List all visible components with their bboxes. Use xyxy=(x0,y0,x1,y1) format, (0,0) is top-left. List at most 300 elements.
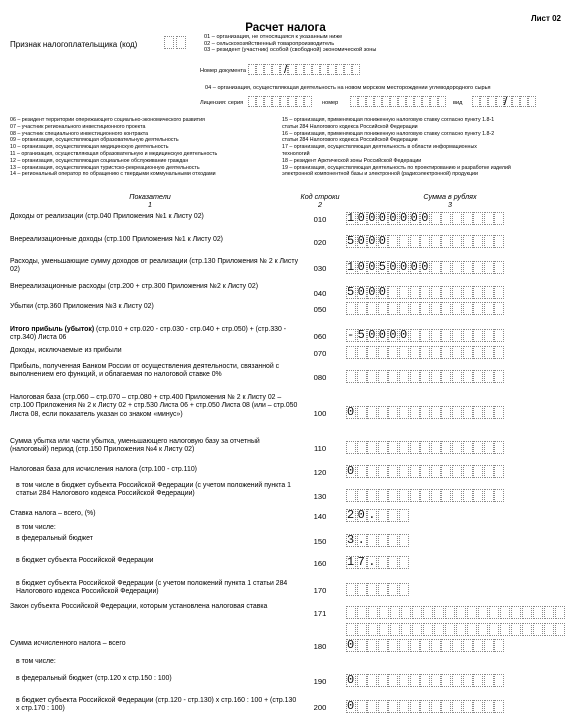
input-cell[interactable] xyxy=(445,606,455,619)
input-cell[interactable] xyxy=(357,606,367,619)
input-cell[interactable] xyxy=(463,489,473,502)
input-cell[interactable] xyxy=(378,406,388,419)
input-cell[interactable] xyxy=(350,96,358,107)
input-cell[interactable] xyxy=(357,489,367,502)
input-cell[interactable] xyxy=(484,302,494,315)
input-cell[interactable] xyxy=(272,64,280,75)
input-cell[interactable] xyxy=(368,606,378,619)
input-cell[interactable] xyxy=(473,212,483,225)
input-cell[interactable] xyxy=(420,465,430,478)
input-cell[interactable] xyxy=(328,64,336,75)
input-cell[interactable] xyxy=(256,64,264,75)
input-cell[interactable] xyxy=(452,406,462,419)
input-cell[interactable] xyxy=(378,441,388,454)
input-cell[interactable] xyxy=(378,700,388,713)
input-cell[interactable] xyxy=(520,96,528,107)
input-cell[interactable] xyxy=(452,441,462,454)
input-cell[interactable] xyxy=(378,346,388,359)
input-cell[interactable] xyxy=(357,302,367,315)
input-cell[interactable] xyxy=(431,674,441,687)
row-label-text: Ставка налога – всего, (%) xyxy=(10,510,96,517)
input-cell[interactable] xyxy=(410,329,420,342)
input-cell[interactable] xyxy=(500,623,510,636)
input-cell[interactable] xyxy=(398,96,406,107)
input-cell[interactable] xyxy=(366,96,374,107)
input-cell[interactable] xyxy=(410,441,420,454)
input-cell[interactable] xyxy=(410,302,420,315)
input-cell[interactable] xyxy=(544,606,554,619)
input-cell[interactable] xyxy=(456,623,466,636)
input-cell[interactable] xyxy=(472,96,480,107)
input-cell[interactable] xyxy=(410,235,420,248)
input-cell[interactable] xyxy=(406,96,414,107)
input-cell[interactable] xyxy=(367,674,377,687)
input-cell[interactable] xyxy=(346,489,356,502)
input-cell[interactable] xyxy=(264,96,272,107)
input-cell[interactable] xyxy=(272,96,280,107)
doc-number-label: Номер документа xyxy=(200,68,247,74)
input-cell[interactable] xyxy=(344,64,352,75)
input-cell[interactable] xyxy=(388,235,398,248)
input-cell[interactable] xyxy=(357,623,367,636)
input-cell[interactable] xyxy=(420,329,430,342)
input-cell[interactable] xyxy=(367,700,377,713)
input-cell[interactable] xyxy=(473,441,483,454)
input-cell[interactable] xyxy=(489,606,499,619)
input-cell[interactable] xyxy=(410,286,420,299)
input-cell[interactable] xyxy=(533,606,543,619)
input-cell[interactable] xyxy=(438,96,446,107)
license-number-field[interactable] xyxy=(350,96,446,108)
input-cell[interactable] xyxy=(431,441,441,454)
input-cell[interactable] xyxy=(423,623,433,636)
input-cell[interactable] xyxy=(420,286,430,299)
input-cell[interactable] xyxy=(296,96,304,107)
input-cell[interactable] xyxy=(388,583,398,596)
input-cell[interactable] xyxy=(441,286,451,299)
input-cell[interactable] xyxy=(452,286,462,299)
input-cell[interactable] xyxy=(484,406,494,419)
input-cell[interactable] xyxy=(452,235,462,248)
input-cell[interactable] xyxy=(463,346,473,359)
input-cell[interactable] xyxy=(399,534,409,547)
row-label-text: Сумма исчисленного налога – всего xyxy=(10,640,126,647)
input-cell[interactable] xyxy=(378,302,388,315)
input-cell[interactable] xyxy=(357,700,367,713)
input-cell[interactable] xyxy=(522,623,532,636)
input-cell[interactable] xyxy=(431,700,441,713)
input-cell[interactable] xyxy=(410,639,420,652)
input-cell[interactable] xyxy=(399,441,409,454)
input-cell[interactable] xyxy=(463,441,473,454)
input-cell[interactable] xyxy=(431,639,441,652)
input-cell[interactable] xyxy=(357,441,367,454)
input-cell[interactable] xyxy=(441,674,451,687)
input-cell[interactable] xyxy=(494,489,504,502)
input-cell[interactable] xyxy=(368,623,378,636)
input-cell[interactable] xyxy=(288,96,296,107)
input-cell[interactable] xyxy=(473,261,483,274)
input-cell[interactable] xyxy=(467,606,477,619)
input-cell[interactable] xyxy=(463,261,473,274)
input-cell[interactable] xyxy=(473,465,483,478)
input-cell[interactable] xyxy=(431,406,441,419)
input-cell[interactable] xyxy=(399,406,409,419)
input-cell[interactable] xyxy=(473,700,483,713)
input-cell[interactable] xyxy=(288,64,296,75)
input-cell[interactable] xyxy=(320,64,328,75)
input-cell[interactable] xyxy=(484,235,494,248)
input-cell[interactable] xyxy=(378,465,388,478)
input-cell[interactable] xyxy=(420,639,430,652)
input-cell[interactable] xyxy=(390,96,398,107)
input-cell[interactable] xyxy=(420,674,430,687)
input-cell[interactable] xyxy=(452,261,462,274)
input-cell[interactable] xyxy=(434,623,444,636)
input-cell[interactable] xyxy=(388,302,398,315)
input-cell[interactable] xyxy=(248,64,256,75)
input-cell[interactable] xyxy=(388,465,398,478)
input-cell[interactable] xyxy=(494,212,504,225)
input-cell[interactable] xyxy=(388,346,398,359)
input-cell[interactable] xyxy=(441,700,451,713)
input-cell[interactable] xyxy=(555,606,565,619)
input-cell[interactable] xyxy=(399,235,409,248)
input-cell[interactable] xyxy=(441,639,451,652)
input-cell[interactable] xyxy=(420,302,430,315)
input-cell[interactable] xyxy=(445,623,455,636)
input-cell[interactable] xyxy=(431,346,441,359)
input-cell[interactable] xyxy=(304,64,312,75)
input-cell[interactable] xyxy=(494,700,504,713)
input-cell[interactable] xyxy=(367,489,377,502)
input-cell[interactable] xyxy=(522,606,532,619)
input-cell[interactable] xyxy=(484,674,494,687)
input-cell[interactable] xyxy=(473,302,483,315)
input-cell[interactable] xyxy=(494,370,504,383)
input-cell[interactable] xyxy=(374,96,382,107)
input-cell[interactable] xyxy=(434,606,444,619)
input-cell[interactable] xyxy=(533,623,543,636)
input-cell[interactable] xyxy=(399,489,409,502)
input-cell[interactable] xyxy=(248,96,256,107)
input-cell[interactable] xyxy=(399,674,409,687)
input-cell[interactable] xyxy=(484,639,494,652)
input-cell[interactable] xyxy=(378,489,388,502)
input-cell[interactable] xyxy=(473,370,483,383)
input-cell[interactable] xyxy=(346,302,356,315)
input-cell[interactable] xyxy=(420,406,430,419)
input-cell[interactable] xyxy=(336,64,344,75)
input-cell[interactable] xyxy=(441,406,451,419)
input-cell[interactable] xyxy=(390,606,400,619)
input-cell[interactable] xyxy=(473,235,483,248)
input-cell[interactable] xyxy=(484,212,494,225)
input-cell[interactable] xyxy=(388,700,398,713)
input-cell[interactable] xyxy=(399,583,409,596)
input-cell[interactable] xyxy=(357,674,367,687)
row-value: 5000 xyxy=(347,285,390,300)
input-cell[interactable] xyxy=(430,96,438,107)
input-cell[interactable] xyxy=(452,329,462,342)
input-cell[interactable] xyxy=(388,489,398,502)
input-cell[interactable] xyxy=(494,261,504,274)
input-cell[interactable] xyxy=(494,235,504,248)
input-cell[interactable] xyxy=(452,700,462,713)
input-cell[interactable] xyxy=(431,286,441,299)
input-cell[interactable] xyxy=(484,489,494,502)
row-code: 100 xyxy=(313,408,327,418)
input-cell[interactable] xyxy=(367,465,377,478)
input-cell[interactable] xyxy=(346,623,356,636)
input-cell[interactable] xyxy=(304,96,312,107)
input-cell[interactable] xyxy=(296,64,304,75)
input-cell[interactable] xyxy=(500,606,510,619)
input-cell[interactable] xyxy=(378,639,388,652)
input-cell[interactable] xyxy=(357,465,367,478)
input-cell[interactable] xyxy=(484,441,494,454)
input-cell[interactable] xyxy=(280,96,288,107)
input-cell[interactable] xyxy=(412,623,422,636)
doc-number-field[interactable] xyxy=(248,64,360,76)
input-cell[interactable] xyxy=(463,639,473,652)
input-cell[interactable] xyxy=(463,302,473,315)
code-item: 14 – региональный оператор по обращению с твердыми коммунальными отходами xyxy=(10,171,216,178)
input-cell[interactable] xyxy=(431,329,441,342)
input-cell[interactable] xyxy=(452,212,462,225)
input-cell[interactable] xyxy=(420,235,430,248)
input-cell[interactable] xyxy=(473,639,483,652)
input-cell[interactable] xyxy=(463,700,473,713)
input-cell[interactable] xyxy=(463,286,473,299)
input-cell[interactable] xyxy=(412,606,422,619)
input-cell[interactable] xyxy=(401,606,411,619)
input-cell[interactable] xyxy=(441,489,451,502)
input-cell[interactable] xyxy=(431,302,441,315)
input-cell[interactable] xyxy=(388,509,398,522)
input-cell[interactable] xyxy=(441,329,451,342)
input-cell[interactable] xyxy=(399,370,409,383)
input-cell[interactable] xyxy=(399,302,409,315)
input-cell[interactable] xyxy=(463,329,473,342)
input-cell[interactable] xyxy=(494,639,504,652)
input-cell[interactable] xyxy=(441,302,451,315)
input-cell[interactable] xyxy=(378,534,388,547)
input-cell[interactable] xyxy=(358,96,366,107)
input-cell[interactable] xyxy=(478,606,488,619)
input-cell[interactable] xyxy=(378,509,388,522)
input-cell[interactable] xyxy=(388,441,398,454)
input-cell[interactable] xyxy=(431,212,441,225)
input-cell[interactable] xyxy=(473,329,483,342)
input-cell[interactable] xyxy=(410,370,420,383)
input-cell[interactable] xyxy=(456,606,466,619)
input-cell[interactable] xyxy=(452,489,462,502)
input-cell[interactable] xyxy=(484,329,494,342)
input-cell[interactable] xyxy=(388,534,398,547)
input-cell[interactable] xyxy=(452,346,462,359)
input-cell[interactable] xyxy=(441,370,451,383)
input-cell[interactable] xyxy=(367,534,377,547)
input-cell[interactable] xyxy=(399,509,409,522)
taxpayer-sign-cell-2[interactable] xyxy=(176,36,186,49)
input-cell[interactable] xyxy=(494,346,504,359)
input-cell[interactable] xyxy=(452,674,462,687)
input-cell[interactable] xyxy=(399,700,409,713)
input-cell[interactable] xyxy=(256,96,264,107)
input-cell[interactable] xyxy=(414,96,422,107)
input-cell[interactable] xyxy=(484,370,494,383)
input-cell[interactable] xyxy=(484,346,494,359)
input-cell[interactable] xyxy=(357,346,367,359)
license-series-field[interactable] xyxy=(248,96,312,108)
input-cell[interactable] xyxy=(410,700,420,713)
input-cell[interactable] xyxy=(484,286,494,299)
input-cell[interactable] xyxy=(399,346,409,359)
input-cell[interactable] xyxy=(357,370,367,383)
input-cell[interactable] xyxy=(399,639,409,652)
input-cell[interactable] xyxy=(473,406,483,419)
input-cell[interactable] xyxy=(367,302,377,315)
input-cell[interactable] xyxy=(401,623,411,636)
input-cell[interactable] xyxy=(441,465,451,478)
input-cell[interactable] xyxy=(378,556,388,569)
input-cell[interactable] xyxy=(431,465,441,478)
input-cell[interactable] xyxy=(511,623,521,636)
row-label xyxy=(10,283,300,291)
input-cell[interactable] xyxy=(452,639,462,652)
input-cell[interactable] xyxy=(494,674,504,687)
input-cell[interactable] xyxy=(399,556,409,569)
input-cell[interactable] xyxy=(494,465,504,478)
input-cell[interactable] xyxy=(264,64,272,75)
input-cell[interactable] xyxy=(494,329,504,342)
input-cell[interactable] xyxy=(463,406,473,419)
input-cell[interactable] xyxy=(378,583,388,596)
input-cell[interactable] xyxy=(473,346,483,359)
input-cell[interactable] xyxy=(423,606,433,619)
input-cell[interactable] xyxy=(441,441,451,454)
input-cell[interactable] xyxy=(312,64,320,75)
input-cell[interactable] xyxy=(357,639,367,652)
input-cell[interactable] xyxy=(420,370,430,383)
input-cell[interactable] xyxy=(494,286,504,299)
input-cell[interactable] xyxy=(357,406,367,419)
input-cell[interactable] xyxy=(346,370,356,383)
input-cell[interactable] xyxy=(420,700,430,713)
input-cell[interactable] xyxy=(512,96,520,107)
input-cell[interactable] xyxy=(478,623,488,636)
input-cell[interactable] xyxy=(367,441,377,454)
input-cell[interactable] xyxy=(346,346,356,359)
input-cell[interactable] xyxy=(379,623,389,636)
input-cell[interactable] xyxy=(367,406,377,419)
input-cell[interactable] xyxy=(420,441,430,454)
input-cell[interactable] xyxy=(378,674,388,687)
input-cell[interactable] xyxy=(441,212,451,225)
input-cell[interactable] xyxy=(357,583,367,596)
input-cell[interactable] xyxy=(379,606,389,619)
input-cell[interactable] xyxy=(388,639,398,652)
input-cell[interactable] xyxy=(422,96,430,107)
input-cell[interactable] xyxy=(452,370,462,383)
taxpayer-sign-cell-1[interactable] xyxy=(164,36,174,49)
input-cell[interactable] xyxy=(480,96,488,107)
input-cell[interactable] xyxy=(555,623,565,636)
input-cell[interactable] xyxy=(367,370,377,383)
input-cell[interactable] xyxy=(431,489,441,502)
input-cell[interactable] xyxy=(420,489,430,502)
input-cell[interactable] xyxy=(484,700,494,713)
input-cell[interactable] xyxy=(489,623,499,636)
input-cell[interactable] xyxy=(399,286,409,299)
license-kind-field[interactable] xyxy=(472,96,536,108)
input-cell[interactable] xyxy=(511,606,521,619)
input-cell[interactable] xyxy=(467,623,477,636)
input-cell[interactable] xyxy=(346,441,356,454)
input-cell[interactable] xyxy=(367,346,377,359)
input-cell[interactable] xyxy=(441,235,451,248)
input-cell[interactable] xyxy=(382,96,390,107)
input-cell[interactable] xyxy=(388,556,398,569)
input-cell[interactable] xyxy=(528,96,536,107)
input-cell[interactable] xyxy=(367,583,377,596)
input-cell[interactable] xyxy=(399,465,409,478)
input-cell[interactable] xyxy=(388,674,398,687)
input-cell[interactable] xyxy=(441,261,451,274)
input-cell[interactable] xyxy=(431,261,441,274)
input-cell[interactable] xyxy=(410,674,420,687)
input-cell[interactable] xyxy=(494,441,504,454)
input-cell[interactable] xyxy=(420,346,430,359)
input-cell[interactable] xyxy=(431,370,441,383)
input-cell[interactable] xyxy=(352,64,360,75)
input-cell[interactable] xyxy=(473,674,483,687)
input-cell[interactable] xyxy=(388,370,398,383)
input-cell[interactable] xyxy=(488,96,496,107)
input-cell[interactable] xyxy=(463,370,473,383)
input-cell[interactable] xyxy=(494,406,504,419)
input-cell[interactable] xyxy=(544,623,554,636)
input-cell[interactable] xyxy=(463,674,473,687)
input-cell[interactable] xyxy=(473,286,483,299)
input-cell[interactable] xyxy=(410,406,420,419)
input-cell[interactable] xyxy=(431,235,441,248)
input-cell[interactable] xyxy=(367,639,377,652)
input-cell[interactable] xyxy=(463,465,473,478)
input-cell[interactable] xyxy=(346,606,356,619)
input-cell[interactable] xyxy=(452,302,462,315)
input-cell[interactable] xyxy=(473,489,483,502)
input-cell[interactable] xyxy=(388,406,398,419)
input-cell[interactable] xyxy=(378,370,388,383)
input-cell[interactable] xyxy=(484,261,494,274)
input-cell[interactable] xyxy=(452,465,462,478)
input-cell[interactable] xyxy=(494,302,504,315)
input-cell[interactable] xyxy=(410,465,420,478)
input-cell[interactable] xyxy=(410,489,420,502)
input-cell[interactable] xyxy=(463,235,473,248)
input-cell[interactable] xyxy=(441,346,451,359)
input-cell[interactable] xyxy=(390,623,400,636)
input-cell[interactable] xyxy=(484,465,494,478)
input-cell[interactable] xyxy=(346,583,356,596)
input-cell[interactable] xyxy=(388,286,398,299)
input-cell[interactable] xyxy=(410,346,420,359)
input-cell[interactable] xyxy=(463,212,473,225)
row-label-text: в федеральный бюджет (стр.120 х стр.150 : 100) xyxy=(16,675,172,682)
input-cell[interactable] xyxy=(496,96,504,107)
